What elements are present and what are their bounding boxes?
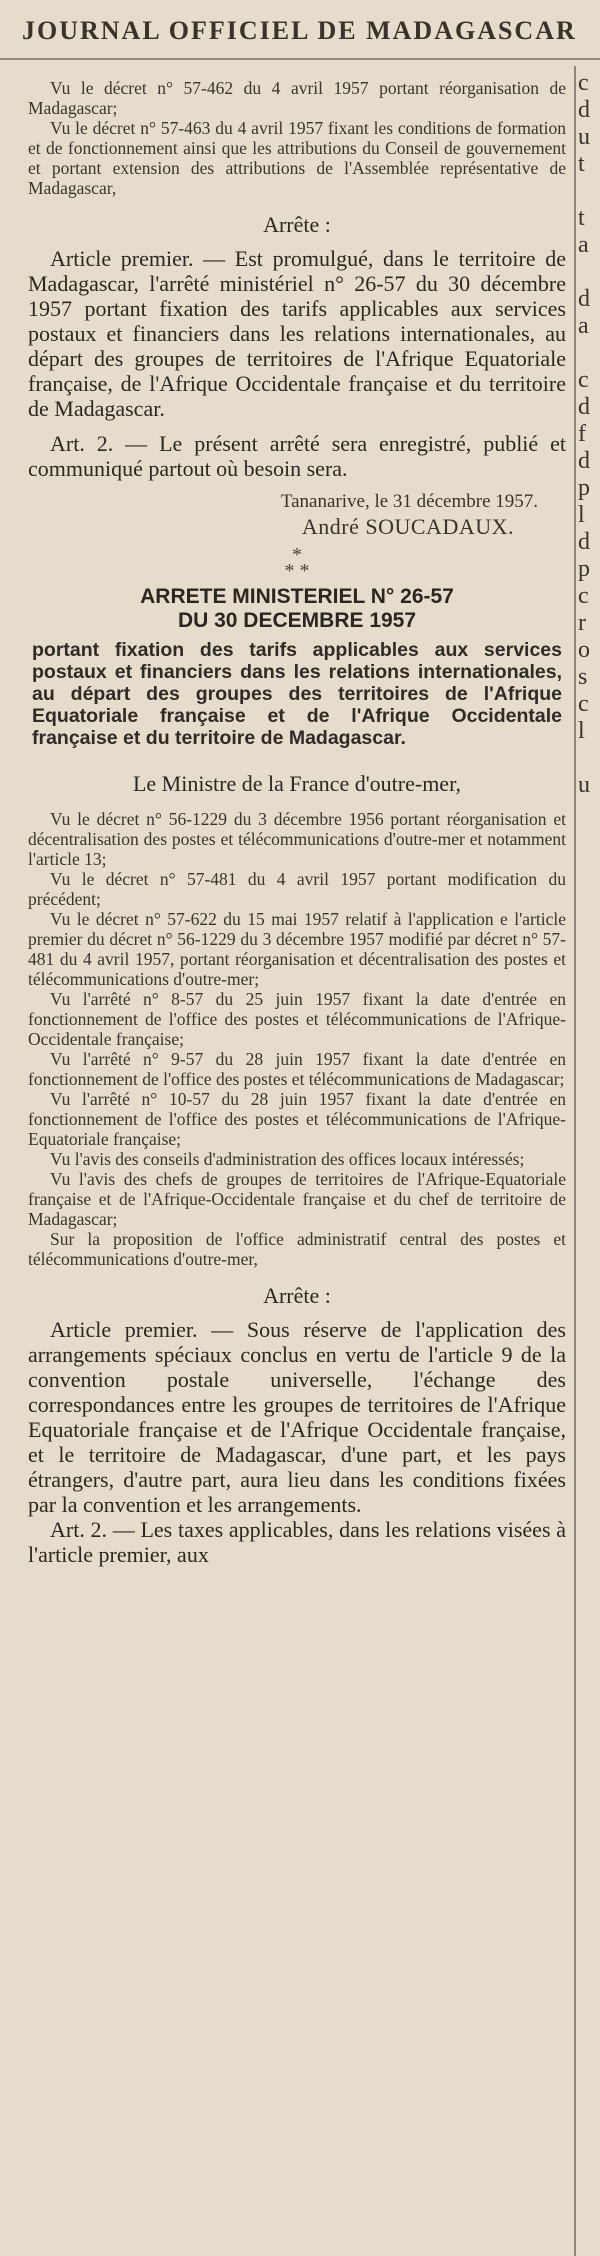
adjacent-letter: c — [578, 691, 589, 717]
article-2: Art. 2. — Le présent arrêté sera enregistré, publié et communiqué partout où besoin sera. — [28, 431, 566, 481]
journal-title: JOURNAL OFFICIEL DE MADAGASCAR — [22, 16, 577, 45]
adjacent-letter: p — [578, 556, 590, 582]
visa-paragraph: Vu l'arrêté n° 10-57 du 28 juin 1957 fixant la date d'entrée en fonctionnement de l'office des postes et télécommunications de l'Afrique-Equatoriale française; — [28, 1089, 566, 1149]
decree-title-line1: ARRETE MINISTERIEL N° 26-57 — [140, 585, 454, 608]
adjacent-letter: u — [578, 772, 590, 798]
adjacent-letter: o — [578, 637, 590, 663]
visa-paragraph: Vu l'avis des conseils d'administration des offices locaux intéressés; — [50, 1149, 525, 1169]
visa-paragraph: Vu le décret n° 57-622 du 15 mai 1957 relatif à l'application e l'article premier du décret n° 56-1229 du 3 décembre 1957 modifié par décret n° 57-481 du 4 avril 1957, portant réorganisation et décentralisation des postes et télécommunications d'outre-mer; — [28, 909, 566, 989]
adjacent-letter: t — [578, 151, 585, 177]
decree-article-2: Art. 2. — Les taxes applicables, dans les relations visées à l'article premier, aux — [28, 1517, 566, 1567]
adjacent-letter: r — [578, 610, 586, 636]
decree-title — [28, 585, 566, 633]
decree-articles — [28, 1317, 566, 1567]
adjacent-letter: u — [578, 124, 590, 150]
adjacent-letter: l — [578, 718, 585, 744]
adjacent-letter: p — [578, 475, 590, 501]
visa-paragraph: Vu le décret n° 57-463 du 4 avril 1957 fixant les conditions de formation et de fonctionnement ainsi que les attributions du Conseil de gouvernement et portant extension des attributions de l'Assemblée représentative de Madagascar, — [28, 118, 566, 198]
visa-paragraph: Sur la proposition de l'office administratif central des postes et télécommunications d'outre-mer, — [28, 1229, 566, 1269]
visa-paragraph: Vu le décret n° 56-1229 du 3 décembre 1956 portant réorganisation et décentralisation des postes et télécommunications d'outre-mer et notamment l'article 13; — [28, 809, 566, 869]
adjacent-letter — [578, 178, 600, 205]
adjacent-letter — [578, 259, 600, 286]
adjacent-letter: a — [578, 313, 589, 339]
adjacent-letter — [578, 745, 600, 772]
decree-article-premier: Article premier. — Sous réserve de l'application des arrangements spéciaux conclus en vertu de l'article 9 de la convention postale universelle, l'échange des correspondances entre les groupes de territoires de l'Afrique Equatoriale française et de l'Afrique Occidentale française, et le territoire de Madagascar, d'une part, et les pays étrangers, d'autre part, aura lieu dans les conditions fixées par la convention et les arrangements. — [28, 1317, 566, 1517]
adjacent-column-fragment — [578, 70, 600, 2250]
adjacent-letter: l — [578, 502, 585, 528]
section-separator — [28, 544, 566, 582]
header-rule — [0, 58, 600, 60]
visa-paragraph: Vu l'arrêté n° 8-57 du 25 juin 1957 fixant la date d'entrée en fonctionnement de l'office des postes et télécommunications de l'Afrique-Occidentale française; — [28, 989, 566, 1049]
signatory-name: André SOUCADAUX. — [301, 514, 514, 539]
signature-block — [28, 489, 566, 539]
promulgation-visas — [28, 78, 566, 198]
visa-paragraph: Vu le décret n° 57-462 du 4 avril 1957 portant réorganisation de Madagascar; — [28, 78, 566, 118]
arrete-heading: Arrête : — [263, 212, 331, 237]
adjacent-letter: t — [578, 205, 585, 231]
main-column — [28, 78, 566, 1567]
decree-title-line2: DU 30 DECEMBRE 1957 — [177, 609, 417, 632]
article-premier: Article premier. — Est promulgué, dans le territoire de Madagascar, l'arrêté ministériel n° 26-57 du 30 décembre 1957 portant fixation des tarifs applicables aux services postaux et financiers dans les relations internationales, au départ des groupes de territoires de l'Afrique Equatoriale française, de l'Afrique Occidentale française et du territoire de Madagascar. — [28, 246, 566, 421]
adjacent-letter: d — [578, 97, 590, 123]
visa-paragraph: Vu le décret n° 57-481 du 4 avril 1957 portant modification du précédent; — [28, 869, 566, 909]
adjacent-letter: a — [578, 232, 589, 258]
separator-stars-bottom: * * — [284, 560, 310, 582]
adjacent-letter: d — [578, 529, 590, 555]
decree-subtitle: portant fixation des tarifs applicables aux services postaux et financiers dans les relations internationales, au départ des groupes des territoires de l'Afrique Equatoriale française et de l'Afrique Occidentale française et du territoire de Madagascar. — [32, 639, 562, 749]
decree-visas — [28, 809, 566, 1269]
adjacent-letter: c — [578, 583, 589, 609]
adjacent-letter: c — [578, 367, 589, 393]
separator-star-top: * — [292, 544, 302, 566]
adjacent-letter: d — [578, 448, 590, 474]
place-date: Tananarive, le 31 décembre 1957. — [280, 491, 538, 512]
adjacent-letter: c — [578, 70, 589, 96]
visa-paragraph: Vu l'arrêté n° 9-57 du 28 juin 1957 fixant la date d'entrée en fonctionnement de l'office des postes et télécommunications de Madagascar; — [28, 1049, 566, 1089]
adjacent-letter — [578, 340, 600, 367]
adjacent-letter: d — [578, 394, 590, 420]
journal-header — [0, 0, 600, 64]
adjacent-letter: d — [578, 286, 590, 312]
visa-paragraph: Vu l'avis des chefs de groupes de territoires de l'Afrique-Equatoriale française et de l'Afrique-Occidentale française et du chef de territoire de Madagascar; — [28, 1169, 566, 1229]
promulgation-articles — [28, 246, 566, 481]
minister-line: Le Ministre de la France d'outre-mer, — [132, 771, 462, 796]
adjacent-letter: f — [578, 421, 586, 447]
column-divider — [574, 66, 576, 2256]
adjacent-letter: s — [578, 664, 588, 690]
decree-arrete-heading: Arrête : — [263, 1283, 331, 1308]
